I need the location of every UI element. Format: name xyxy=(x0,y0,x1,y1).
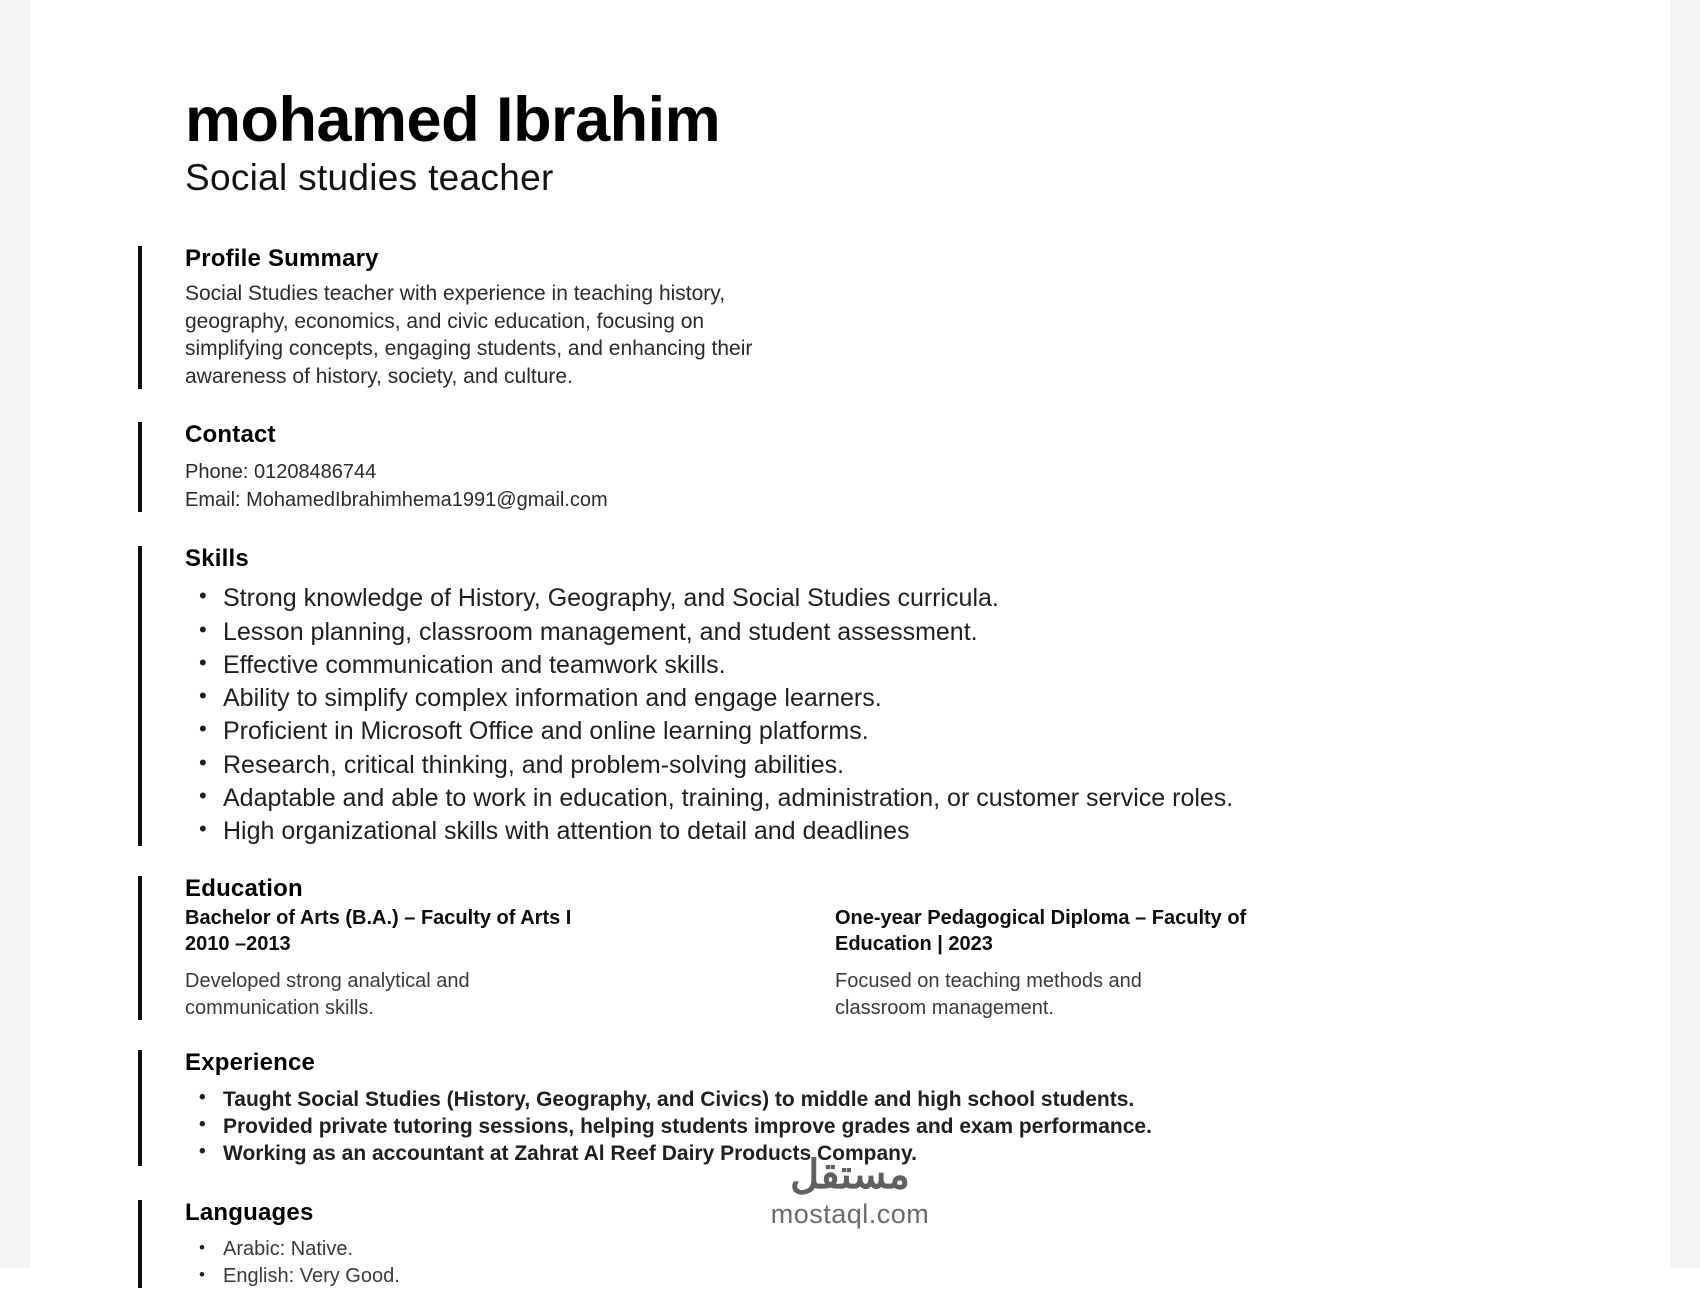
page-edge-right xyxy=(1670,0,1700,1268)
education-description-line: Developed strong analytical and xyxy=(185,969,470,992)
education-years: 2010 –2013 xyxy=(185,933,291,956)
skills-title: Skills xyxy=(185,545,249,573)
education-degree: Bachelor of Arts (B.A.) – Faculty of Arts I xyxy=(185,907,572,930)
profile-summary-title: Profile Summary xyxy=(185,244,379,272)
section-contact xyxy=(30,420,1670,515)
languages-title: Languages xyxy=(185,1198,314,1226)
education-years: Education | 2023 xyxy=(835,933,993,956)
list-item: • Taught Social Studies (History, Geography, and Civics) to middle and high school students. xyxy=(185,1086,1245,1113)
profile-line: simplifying concepts, engaging students, and enhancing their xyxy=(185,337,753,361)
skills-list xyxy=(185,582,1670,848)
section-experience xyxy=(30,1048,1670,1168)
section-rule xyxy=(138,876,142,1019)
list-item: • Provided private tutoring sessions, helping students improve grades and exam performance. xyxy=(185,1113,1245,1140)
profile-line: awareness of history, society, and culture. xyxy=(185,364,573,388)
resume-content xyxy=(30,0,1670,1287)
mostaql-watermark xyxy=(0,1153,1700,1230)
education-description xyxy=(835,968,1535,1022)
profile-line: geography, economics, and civic education, focusing on xyxy=(185,309,705,333)
section-skills xyxy=(30,544,1670,848)
list-item: • High organizational skills with attention to detail and deadlines xyxy=(185,815,1670,848)
profile-summary-text xyxy=(185,280,1670,391)
watermark-domain-text: mostaql.com xyxy=(770,1199,930,1229)
section-rule xyxy=(138,422,142,513)
education-description-line: classroom management. xyxy=(835,996,1054,1019)
list-item: • Working as an accountant at Zahrat Al Reef Dairy Products Company. xyxy=(185,1140,1245,1167)
section-rule xyxy=(138,546,142,846)
section-profile-summary xyxy=(30,244,1670,391)
education-description-line: communication skills. xyxy=(185,996,374,1019)
education-entry xyxy=(185,906,835,1021)
education-description xyxy=(185,968,835,1022)
list-item: • Proficient in Microsoft Office and online learning platforms. xyxy=(185,715,1670,748)
list-item: • English: Very Good. xyxy=(185,1263,1670,1290)
education-degree: One-year Pedagogical Diploma – Faculty of xyxy=(835,907,1247,930)
list-item: • Arabic: Native. xyxy=(185,1236,1670,1263)
candidate-name: mohamed Ibrahim xyxy=(185,85,721,155)
resume-header xyxy=(30,0,1670,200)
education-description-line: Focused on teaching methods and xyxy=(835,969,1142,992)
experience-title: Experience xyxy=(185,1048,316,1076)
list-item: • Adaptable and able to work in education, training, administration, or customer service roles. xyxy=(185,782,1670,815)
contact-title: Contact xyxy=(185,420,276,448)
education-title: Education xyxy=(185,875,303,903)
profile-line: Social Studies teacher with experience in teaching history, xyxy=(185,281,726,305)
list-item: • Strong knowledge of History, Geography, and Social Studies curricula. xyxy=(185,582,1670,615)
watermark-arabic-text: مستقل xyxy=(790,1153,910,1197)
candidate-job-title: Social studies teacher xyxy=(185,157,554,199)
section-rule xyxy=(138,246,142,389)
education-entries xyxy=(185,906,1670,1021)
languages-list xyxy=(185,1236,1670,1290)
list-item: • Effective communication and teamwork skills. xyxy=(185,649,1670,682)
page-edge-left xyxy=(0,0,30,1268)
list-item: • Lesson planning, classroom management, and student assessment. xyxy=(185,616,1670,649)
list-item: • Ability to simplify complex information and engage learners. xyxy=(185,682,1670,715)
list-item: • Research, critical thinking, and problem-solving abilities. xyxy=(185,749,1670,782)
section-education xyxy=(30,874,1670,1021)
section-rule xyxy=(138,1050,142,1166)
contact-email[interactable]: Email: MohamedIbrahimhema1991@gmail.com xyxy=(185,489,608,512)
education-entry xyxy=(835,906,1535,1021)
contact-phone[interactable]: Phone: 01208486744 xyxy=(185,460,377,483)
